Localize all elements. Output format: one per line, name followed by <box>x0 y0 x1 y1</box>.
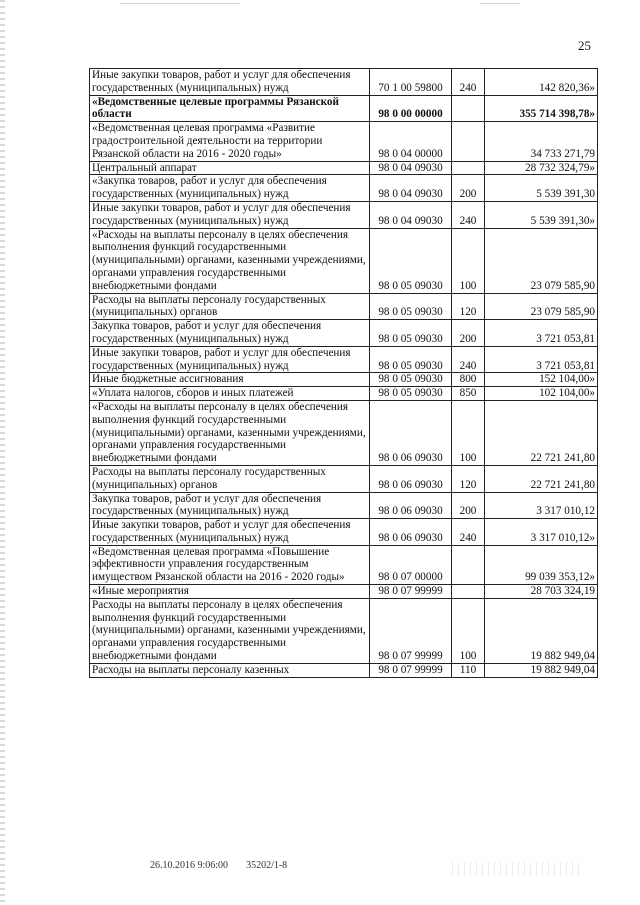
row-code: 98 0 06 09030 <box>370 465 452 492</box>
row-name: Расходы на выплаты персоналу в целях обеспечения выполнения функций государственными (муниципальными) органами, казенными учреждениями, органами управления государственными внебюджетными фондами <box>90 598 370 663</box>
row-sum: 19 882 949,04 <box>485 663 598 677</box>
table-row <box>90 465 598 492</box>
row-name: Расходы на выплаты персоналу государственных (муниципальных) органов <box>90 293 370 320</box>
table-row <box>90 320 598 347</box>
row-sum: 5 539 391,30» <box>485 201 598 228</box>
row-name: «Закупка товаров, работ и услуг для обеспечения государственных (муниципальных) нужд <box>90 175 370 202</box>
row-code: 98 0 05 09030 <box>370 293 452 320</box>
table-row <box>90 492 598 519</box>
row-code: 98 0 06 09030 <box>370 519 452 546</box>
row-kind: 240 <box>452 69 485 96</box>
footer-doc-id: 35202/1-8 <box>246 860 288 871</box>
row-code: 98 0 06 09030 <box>370 492 452 519</box>
table-row <box>90 387 598 401</box>
row-code: 98 0 05 09030 <box>370 228 452 293</box>
row-name: Иные бюджетные ассигнования <box>90 373 370 387</box>
table-row <box>90 175 598 202</box>
row-kind: 120 <box>452 465 485 492</box>
table-row <box>90 519 598 546</box>
row-sum: 23 079 585,90 <box>485 228 598 293</box>
row-kind: 120 <box>452 293 485 320</box>
table-row <box>90 161 598 175</box>
row-kind: 240 <box>452 346 485 373</box>
row-name: «Расходы на выплаты персоналу в целях обеспечения выполнения функций государственными (муниципальными) органами, казенными учреждениями, органами управления государственными внебюджетными фондами <box>90 228 370 293</box>
row-sum: 99 039 353,12» <box>485 545 598 584</box>
row-name: Центральный аппарат <box>90 161 370 175</box>
row-kind: 850 <box>452 387 485 401</box>
row-sum: 22 721 241,80 <box>485 465 598 492</box>
row-kind: 110 <box>452 663 485 677</box>
row-sum: 34 733 271,79 <box>485 122 598 161</box>
row-code: 98 0 07 99999 <box>370 663 452 677</box>
row-code: 98 0 00 00000 <box>370 95 452 122</box>
scan-noise-top-right <box>480 3 520 4</box>
row-kind <box>452 122 485 161</box>
row-name: «Уплата налогов, сборов и иных платежей <box>90 387 370 401</box>
row-sum: 355 714 398,78» <box>485 95 598 122</box>
row-name: Расходы на выплаты персоналу казенных <box>90 663 370 677</box>
scan-edge <box>0 0 5 905</box>
row-sum: 3 721 053,81 <box>485 320 598 347</box>
row-kind: 200 <box>452 175 485 202</box>
row-name: Закупка товаров, работ и услуг для обеспечения государственных (муниципальных) нужд <box>90 492 370 519</box>
row-sum: 152 104,00» <box>485 373 598 387</box>
row-kind <box>452 161 485 175</box>
row-sum: 3 317 010,12 <box>485 492 598 519</box>
row-sum: 3 721 053,81 <box>485 346 598 373</box>
row-sum: 28 703 324,19 <box>485 585 598 599</box>
row-code: 98 0 04 09030 <box>370 175 452 202</box>
table-row <box>90 400 598 465</box>
table-row <box>90 373 598 387</box>
row-name: «Иные мероприятия <box>90 585 370 599</box>
row-code: 98 0 05 09030 <box>370 373 452 387</box>
row-kind <box>452 585 485 599</box>
table-row <box>90 585 598 599</box>
row-name: Иные закупки товаров, работ и услуг для обеспечения государственных (муниципальных) нужд <box>90 519 370 546</box>
table-row <box>90 293 598 320</box>
row-kind: 800 <box>452 373 485 387</box>
row-name: Иные закупки товаров, работ и услуг для обеспечения государственных (муниципальных) нужд <box>90 69 370 96</box>
scan-noise-bottom <box>452 862 582 876</box>
table-row <box>90 346 598 373</box>
row-sum: 5 539 391,30 <box>485 175 598 202</box>
row-kind: 200 <box>452 492 485 519</box>
row-code: 98 0 07 99999 <box>370 585 452 599</box>
row-name: Закупка товаров, работ и услуг для обеспечения государственных (муниципальных) нужд <box>90 320 370 347</box>
row-kind <box>452 545 485 584</box>
scan-noise-top <box>120 3 240 4</box>
row-name: «Ведомственная целевая программа «Развитие градостроительной деятельности на территории Рязанской области на 2016 - 2020 годы» <box>90 122 370 161</box>
table-row <box>90 598 598 663</box>
row-name: «Расходы на выплаты персоналу в целях обеспечения выполнения функций государственными (муниципальными) органами, казенными учреждениями, органами управления государственными внебюджетными фондами <box>90 400 370 465</box>
row-sum: 28 732 324,79» <box>485 161 598 175</box>
footer <box>150 860 287 871</box>
row-sum: 3 317 010,12» <box>485 519 598 546</box>
row-kind: 240 <box>452 201 485 228</box>
row-sum: 102 104,00» <box>485 387 598 401</box>
row-code: 98 0 06 09030 <box>370 400 452 465</box>
table-row <box>90 95 598 122</box>
row-code: 98 0 04 00000 <box>370 122 452 161</box>
row-kind: 240 <box>452 519 485 546</box>
budget-table <box>89 68 598 678</box>
row-code: 98 0 05 09030 <box>370 387 452 401</box>
budget-table-body <box>90 69 598 678</box>
row-name: «Ведомственные целевые программы Рязанской области <box>90 95 370 122</box>
row-kind <box>452 95 485 122</box>
row-kind: 100 <box>452 400 485 465</box>
row-name: Иные закупки товаров, работ и услуг для обеспечения государственных (муниципальных) нужд <box>90 346 370 373</box>
footer-datetime: 26.10.2016 9:06:00 <box>150 860 229 871</box>
row-kind: 100 <box>452 598 485 663</box>
row-code: 98 0 05 09030 <box>370 320 452 347</box>
table-row <box>90 69 598 96</box>
row-sum: 23 079 585,90 <box>485 293 598 320</box>
row-code: 98 0 04 09030 <box>370 201 452 228</box>
row-sum: 142 820,36» <box>485 69 598 96</box>
row-kind: 100 <box>452 228 485 293</box>
row-code: 98 0 05 09030 <box>370 346 452 373</box>
row-sum: 19 882 949,04 <box>485 598 598 663</box>
table-row <box>90 228 598 293</box>
table-row <box>90 122 598 161</box>
row-code: 98 0 07 99999 <box>370 598 452 663</box>
row-name: Иные закупки товаров, работ и услуг для обеспечения государственных (муниципальных) нужд <box>90 201 370 228</box>
row-kind: 200 <box>452 320 485 347</box>
row-code: 98 0 04 09030 <box>370 161 452 175</box>
row-name: Расходы на выплаты персоналу государственных (муниципальных) органов <box>90 465 370 492</box>
table-row <box>90 545 598 584</box>
row-code: 98 0 07 00000 <box>370 545 452 584</box>
row-name: «Ведомственная целевая программа «Повышение эффективности управления государственным имуществом Рязанской области на 2016 - 2020 годы» <box>90 545 370 584</box>
table-row <box>90 663 598 677</box>
page-number: 25 <box>578 38 591 53</box>
table-row <box>90 201 598 228</box>
row-sum: 22 721 241,80 <box>485 400 598 465</box>
row-code: 70 1 00 59800 <box>370 69 452 96</box>
